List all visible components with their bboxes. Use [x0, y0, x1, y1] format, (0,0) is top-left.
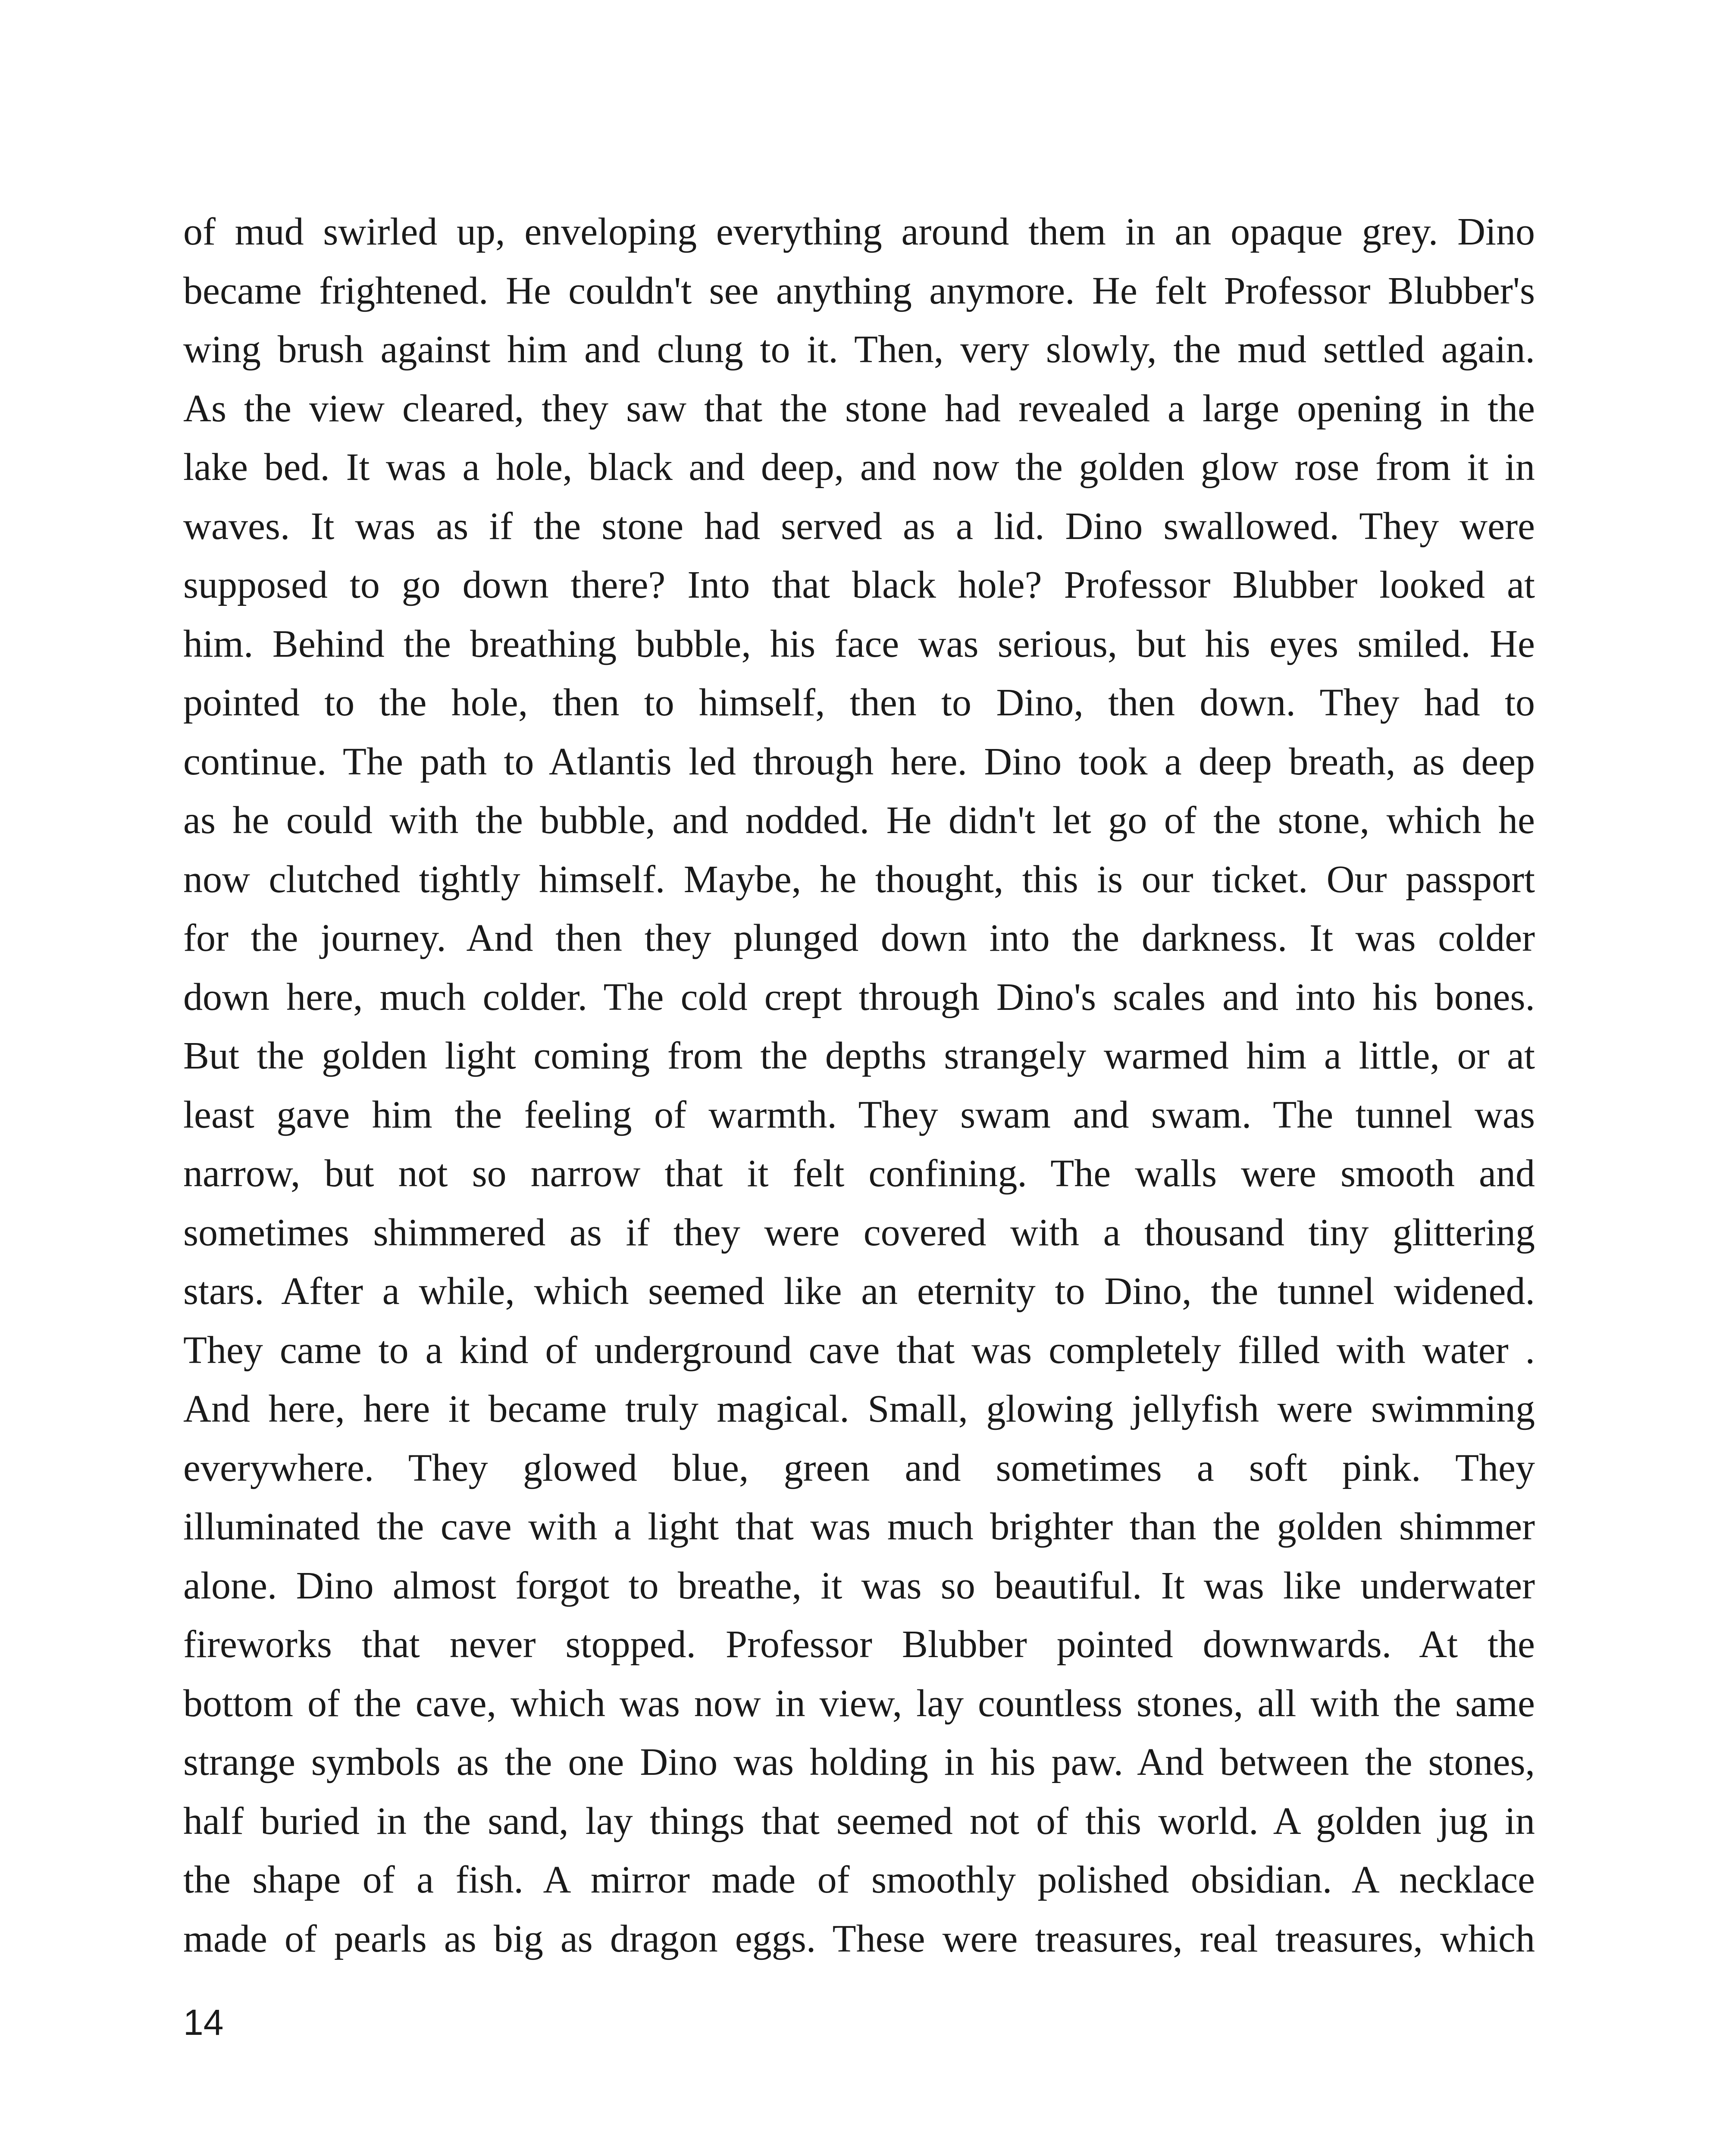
text-line: strange symbols as the one Dino was holding in his paw. And between the stones,: [183, 1741, 1535, 1783]
text-line: least gave him the feeling of warmth. They swam and swam. The tunnel was: [183, 1093, 1535, 1136]
text-line: stars. After a while, which seemed like an eternity to Dino, the tunnel widened.: [183, 1270, 1535, 1313]
text-line: supposed to go down there? Into that black hole? Professor Blubber looked at: [183, 564, 1535, 606]
text-line: bottom of the cave, which was now in view, lay countless stones, all with the same: [183, 1682, 1535, 1725]
text-line: him. Behind the breathing bubble, his face was serious, but his eyes smiled. He: [183, 622, 1535, 665]
text-line: lake bed. It was a hole, black and deep, and now the golden glow rose from it in: [183, 446, 1535, 489]
text-line: everywhere. They glowed blue, green and sometimes a soft pink. They: [183, 1446, 1535, 1489]
text-line: wing brush against him and clung to it. Then, very slowly, the mud settled again.: [183, 328, 1535, 371]
text-line: continue. The path to Atlantis led through here. Dino took a deep breath, as deep: [183, 740, 1535, 783]
body-text: [183, 203, 1535, 1968]
text-line: the shape of a fish. A mirror made of smoothly polished obsidian. A necklace: [183, 1858, 1535, 1901]
text-line: waves. It was as if the stone had served as a lid. Dino swallowed. They were: [183, 505, 1535, 548]
text-line: for the journey. And then they plunged down into the darkness. It was colder: [183, 917, 1535, 959]
text-line: made of pearls as big as dragon eggs. These were treasures, real treasures, which: [183, 1917, 1535, 1960]
text-line: became frightened. He couldn't see anything anymore. He felt Professor Blubber's: [183, 269, 1535, 312]
text-line: They came to a kind of underground cave that was completely filled with water .: [183, 1329, 1535, 1372]
text-line: But the golden light coming from the depths strangely warmed him a little, or at: [183, 1034, 1535, 1077]
text-line: sometimes shimmered as if they were covered with a thousand tiny glittering: [183, 1211, 1535, 1254]
text-line: fireworks that never stopped. Professor Blubber pointed downwards. At the: [183, 1623, 1535, 1666]
page-number: 14: [183, 2002, 224, 2043]
text-line: down here, much colder. The cold crept through Dino's scales and into his bones.: [183, 975, 1535, 1018]
text-line: of mud swirled up, enveloping everything around them in an opaque grey. Dino: [183, 210, 1535, 253]
text-line: And here, here it became truly magical. Small, glowing jellyfish were swimming: [183, 1388, 1535, 1430]
text-line: as he could with the bubble, and nodded. He didn't let go of the stone, which he: [183, 799, 1535, 842]
text-line: half buried in the sand, lay things that seemed not of this world. A golden jug in: [183, 1799, 1535, 1843]
text-line: pointed to the hole, then to himself, then to Dino, then down. They had to: [183, 681, 1535, 724]
text-line: now clutched tightly himself. Maybe, he thought, this is our ticket. Our passport: [183, 858, 1535, 901]
text-line: narrow, but not so narrow that it felt confining. The walls were smooth and: [183, 1152, 1535, 1195]
text-line: As the view cleared, they saw that the stone had revealed a large opening in the: [183, 387, 1535, 430]
text-line: alone. Dino almost forgot to breathe, it was so beautiful. It was like underwater: [183, 1564, 1535, 1607]
text-line: illuminated the cave with a light that was much brighter than the golden shimmer: [183, 1505, 1535, 1548]
